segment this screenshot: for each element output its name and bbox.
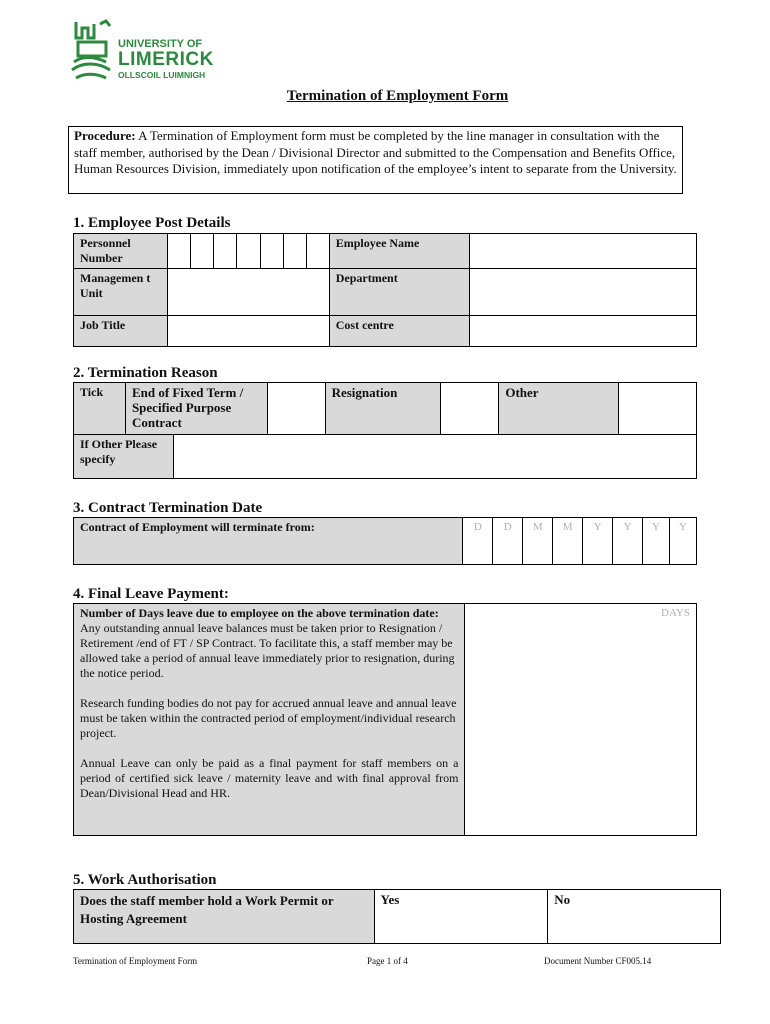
job-title-label: Job Title <box>74 316 168 347</box>
leave-paragraph-2: Research funding bodies do not pay for accrued annual leave and annual leave must be taken within the contracted period of employment/individual research project. <box>80 696 457 740</box>
procedure-box <box>68 126 683 194</box>
logo-line-1: UNIVERSITY OF <box>118 38 203 50</box>
employee-name-field[interactable] <box>470 234 697 269</box>
days-field[interactable]: DAYS <box>465 604 697 836</box>
resignation-tick-box[interactable] <box>441 383 499 435</box>
fixed-term-label: End of Fixed Term / Specified Purpose Contract <box>125 383 267 435</box>
personnel-number-digit[interactable] <box>283 234 306 269</box>
castle-crest-icon <box>70 18 116 86</box>
personnel-number-digit[interactable] <box>214 234 237 269</box>
section-3-heading: 3. Contract Termination Date <box>73 500 263 516</box>
management-unit-field[interactable] <box>168 269 329 316</box>
university-logo <box>70 18 240 86</box>
date-month-input[interactable]: M <box>523 518 553 565</box>
leave-paragraph-1: Any outstanding annual leave balances must be taken prior to Resignation / Retirement /end of FT / SP Contract. To facilitate this, a staff member may be allowed take a period of annual leave immediately prior to resignation, during the notice period. <box>80 621 455 680</box>
footer-form-name: Termination of Employment Form <box>73 956 198 966</box>
resignation-label: Resignation <box>325 383 441 435</box>
procedure-text: A Termination of Employment form must be completed by the line manager in consultation with the staff member, authorised by the Dean / Divisional Director and submitted to the Compensation and Benefits Office, Human Resources Division, immediately upon notification of the employee’s intent to separate from the University. <box>74 128 677 176</box>
page-title: Termination of Employment Form <box>286 88 509 104</box>
work-permit-question: Does the staff member hold a Work Permit or Hosting Agreement <box>74 890 375 944</box>
personnel-number-digit[interactable] <box>237 234 260 269</box>
footer-document-number: Document Number CF005.14 <box>544 956 652 966</box>
other-label: Other <box>499 383 619 435</box>
date-year-input[interactable]: Y <box>583 518 613 565</box>
logo-line-2: LIMERICK <box>118 49 214 70</box>
personnel-number-digit[interactable] <box>191 234 214 269</box>
personnel-number-label: Personnel Number <box>74 234 168 269</box>
leave-info-cell <box>74 604 465 836</box>
date-month-input[interactable]: M <box>553 518 583 565</box>
days-due-label: Number of Days leave due to employee on the above termination date: <box>80 606 439 620</box>
tick-label: Tick <box>74 383 126 435</box>
final-leave-payment-table <box>73 603 697 836</box>
employee-name-label: Employee Name <box>329 234 469 269</box>
procedure-label: Procedure: <box>74 128 136 143</box>
date-day-input[interactable]: D <box>493 518 523 565</box>
if-other-label: If Other Please specify <box>74 435 174 479</box>
date-day-input[interactable]: D <box>463 518 493 565</box>
date-year-input[interactable]: Y <box>670 518 697 565</box>
section-5-heading: 5. Work Authorisation <box>73 872 217 888</box>
date-year-input[interactable]: Y <box>613 518 643 565</box>
employee-post-details-table <box>73 233 697 347</box>
leave-paragraph-3: Annual Leave can only be paid as a final payment for staff members on a period of certified sick leave / maternity leave and with final approval from Dean/Divisional Head and HR. <box>80 756 459 800</box>
yes-option[interactable]: Yes <box>374 890 548 944</box>
cost-centre-field[interactable] <box>470 316 697 347</box>
logo-line-3: OLLSCOIL LUIMNIGH <box>118 70 206 80</box>
fixed-term-tick-box[interactable] <box>267 383 325 435</box>
cost-centre-label: Cost centre <box>329 316 469 347</box>
personnel-number-digit[interactable] <box>168 234 191 269</box>
termination-reason-table <box>73 382 697 479</box>
department-label: Department <box>329 269 469 316</box>
section-4-heading: 4. Final Leave Payment: <box>73 586 229 602</box>
job-title-field[interactable] <box>168 316 329 347</box>
terminate-from-label: Contract of Employment will terminate from: <box>74 518 463 565</box>
personnel-number-digit[interactable] <box>260 234 283 269</box>
work-authorisation-table <box>73 889 721 944</box>
section-2-heading: 2. Termination Reason <box>73 365 218 381</box>
personnel-number-digit[interactable] <box>306 234 329 269</box>
management-unit-label: Managemen t Unit <box>74 269 168 316</box>
no-option[interactable]: No <box>548 890 721 944</box>
contract-termination-date-table <box>73 517 697 565</box>
footer-page-number: Page 1 of 4 <box>367 956 408 966</box>
department-field[interactable] <box>470 269 697 316</box>
date-year-input[interactable]: Y <box>643 518 670 565</box>
if-other-field[interactable] <box>173 435 696 479</box>
other-tick-box[interactable] <box>619 383 697 435</box>
section-1-heading: 1. Employee Post Details <box>73 215 231 231</box>
